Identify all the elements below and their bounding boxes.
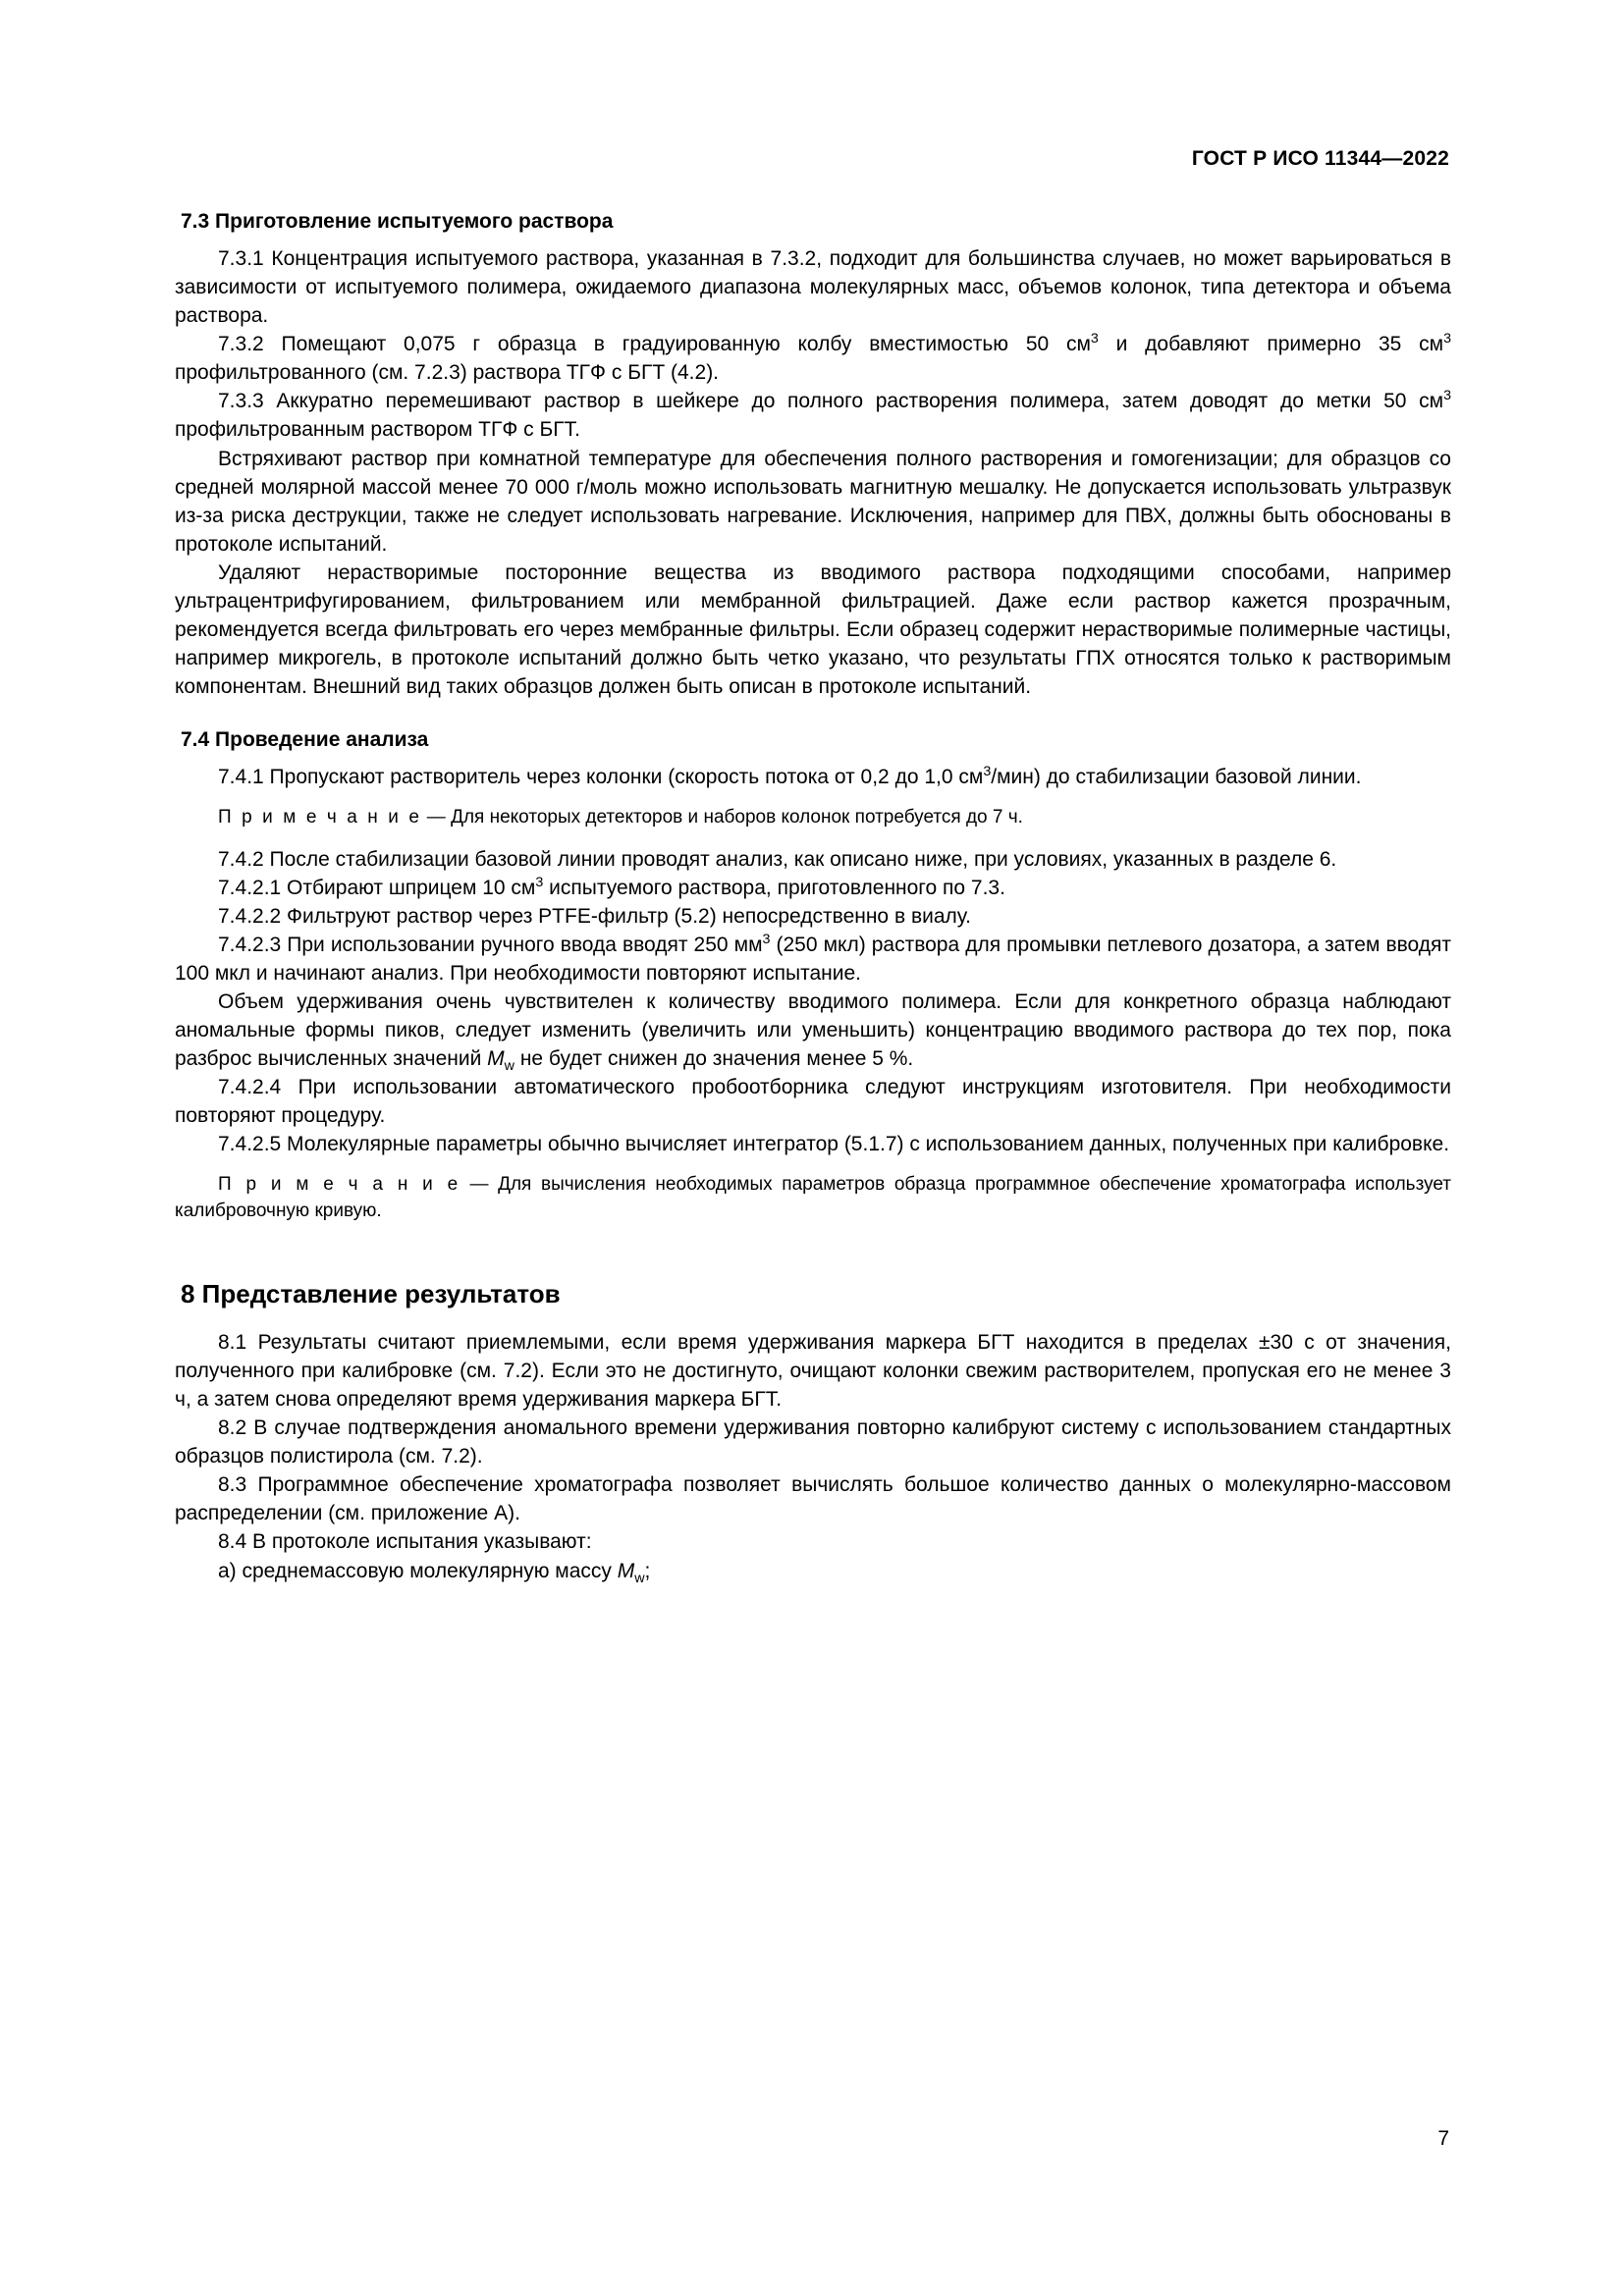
p732-part-b: и добавляют примерно 35 см bbox=[1098, 333, 1444, 356]
note-2 bbox=[175, 1172, 1451, 1224]
paragraph-7-3-3-filtration: Удаляют нерастворимые посторонние вещества из вводимого раствора подходящими способами, например ультрацентрифугированием, фильтрованием или мембранной фильтрацией. Даже если раствор кажется прозрачным, рекомендуется всегда фильтровать его через мембранные фильтры. Если образец содержит нерастворимые полимерные частицы, например микрогель, в протоколе испытаний должно быть четко указано, что результаты ГПХ относятся только к растворимым компонентам. Внешний вид таких образцов должен быть описан в протоколе испытаний. bbox=[175, 561, 1451, 699]
p7423p2-part-a: Объем удерживания очень чувствителен к количеству вводимого полимера. Если для конкретного образца наблюдают аномальные формы пиков, следует изменить (увеличить или уменьшить) концентрацию вводимого раствора до тех пор, пока разброс вычисленных значений bbox=[175, 989, 1451, 1071]
paragraph-7-4-2-5: 7.4.2.5 Молекулярные параметры обычно вычисляет интегратор (5.1.7) с использованием данных, полученных при калибровке. bbox=[218, 1133, 1450, 1156]
variable-mw-subscript: w bbox=[634, 1570, 645, 1586]
paragraph-7-3-3-shaking: Встряхивают раствор при комнатной температуре для обеспечения полного растворения и гомогенизации; для образцов со средней молярной массой менее 70 000 г/моль можно использовать магнитную мешалку. Не допускается использовать ультразвук из-за риска деструкции, также не следует использовать нагревание. Исключения, например для ПВХ, должны быть обоснованы в протоколе испытаний. bbox=[175, 447, 1451, 556]
paragraph-8-2: 8.2 В случае подтверждения аномального времени удерживания повторно калибруют систему с использованием стандартных образцов полистирола (см. 7.2). bbox=[175, 1416, 1451, 1468]
note-1 bbox=[175, 805, 1451, 830]
p7421-part-a: 7.4.2.1 Отбирают шприцем 10 см bbox=[218, 876, 536, 899]
note-text: — Для некоторых детекторов и наборов колонок потребуется до 7 ч. bbox=[421, 807, 1023, 828]
superscript-cube: 3 bbox=[983, 764, 992, 780]
list-item-text: а) среднемассовую молекулярную массу bbox=[218, 1559, 618, 1582]
p7421-part-b: испытуемого раствора, приготовленного по 7.3. bbox=[543, 876, 1005, 899]
list-item-punctuation: ; bbox=[644, 1559, 651, 1582]
page-number: 7 bbox=[1437, 2127, 1449, 2150]
note-label: П р и м е ч а н и е bbox=[218, 807, 422, 828]
paragraph-7-4-2-1 bbox=[175, 874, 1451, 902]
paragraph-8-3: 8.3 Программное обеспечение хроматографа позволяет вычислять большое количество данных о молекулярно-массовом распределении (см. приложение А). bbox=[175, 1473, 1451, 1525]
paragraph-7-4-2-4: 7.4.2.4 При использовании автоматического пробоотборника следуют инструкциям изготовителя. При необходимости повторяют процедуру. bbox=[175, 1076, 1451, 1128]
p732-part-a: 7.3.2 Помещают 0,075 г образца в градуированную колбу вместимостью 50 см bbox=[218, 333, 1091, 356]
paragraph-7-4-2-2: 7.4.2.2 Фильтруют раствор через PTFE-фильтр (5.2) непосредственно в виалу. bbox=[218, 904, 971, 928]
paragraph-7-4-2: 7.4.2 После стабилизации базовой линии проводят анализ, как описано ниже, при условиях, указанных в разделе 6. bbox=[218, 847, 1337, 871]
superscript-cube: 3 bbox=[1443, 388, 1451, 404]
paragraph-7-3-1: 7.3.1 Концентрация испытуемого раствора, указанная в 7.3.2, подходит для большинства случаев, но может варьироваться в зависимости от испытуемого полимера, ожидаемого диапазона молекулярных масс, объемов колонок, типа детектора и объема раствора. bbox=[175, 246, 1451, 328]
variable-mw: M bbox=[617, 1559, 635, 1582]
note-text: — Для вычисления необходимых параметров образца программное обеспечение хроматографа использует калибровочную кривую. bbox=[175, 1174, 1451, 1221]
paragraph-7-4-2-3 bbox=[175, 931, 1451, 988]
p732-part-c: профильтрованного (см. 7.2.3) раствора ТГФ с БГТ (4.2). bbox=[175, 361, 720, 385]
paragraph-8-4: 8.4 В протоколе испытания указывают: bbox=[218, 1530, 592, 1554]
paragraph-7-3-2 bbox=[175, 330, 1451, 387]
superscript-cube: 3 bbox=[1090, 331, 1099, 347]
paragraph-7-3-3 bbox=[175, 387, 1451, 444]
paragraph-7-4-2-3-volume bbox=[175, 988, 1451, 1073]
heading-7-3: 7.3 Приготовление испытуемого раствора bbox=[181, 210, 614, 233]
p7423-part-a: 7.4.2.3 При использовании ручного ввода вводят 250 мм bbox=[218, 933, 763, 956]
variable-mw: M bbox=[487, 1047, 505, 1071]
list-item-8-4-a bbox=[175, 1557, 1451, 1585]
heading-7-4: 7.4 Проведение анализа bbox=[181, 728, 429, 752]
superscript-cube: 3 bbox=[1443, 331, 1451, 347]
p733-part-a: 7.3.3 Аккуратно перемешивают раствор в шейкере до полного растворения полимера, затем доводят до метки 50 см bbox=[218, 390, 1444, 413]
p741-part-b: /мин) до стабилизации базовой линии. bbox=[991, 766, 1362, 789]
superscript-cube: 3 bbox=[535, 874, 544, 890]
paragraph-7-4-1 bbox=[175, 763, 1451, 791]
variable-mw-subscript: w bbox=[504, 1058, 514, 1075]
superscript-cube: 3 bbox=[762, 931, 771, 947]
page-header: ГОСТ Р ИСО 11344—2022 bbox=[1191, 147, 1449, 170]
p741-part-a: 7.4.1 Пропускают растворитель через колонки (скорость потока от 0,2 до 1,0 см bbox=[218, 766, 984, 789]
p7423-part-b: (250 мкл) раствора для промывки петлевого дозатора, а затем вводят 100 мкл и начинают анализ. При необходимости повторяют испытание. bbox=[175, 933, 1451, 985]
p733-part-b: профильтрованным раствором ТГФ с БГТ. bbox=[175, 418, 580, 442]
document-body bbox=[175, 208, 1451, 1585]
note-label: П р и м е ч а н и е bbox=[218, 1174, 460, 1196]
heading-section-8: 8 Представление результатов bbox=[181, 1279, 561, 1309]
p7423p2-part-b: не будет снижен до значения менее 5 %. bbox=[514, 1047, 914, 1071]
paragraph-8-1: 8.1 Результаты считают приемлемыми, если время удерживания маркера БГТ находится в пределах ±30 с от значения, полученного при калибровке (см. 7.2). Если это не достигнуто, очищают колонки свежим растворителем, пропуская его не менее 3 ч, а затем снова определяют время удерживания маркера БГТ. bbox=[175, 1330, 1451, 1412]
